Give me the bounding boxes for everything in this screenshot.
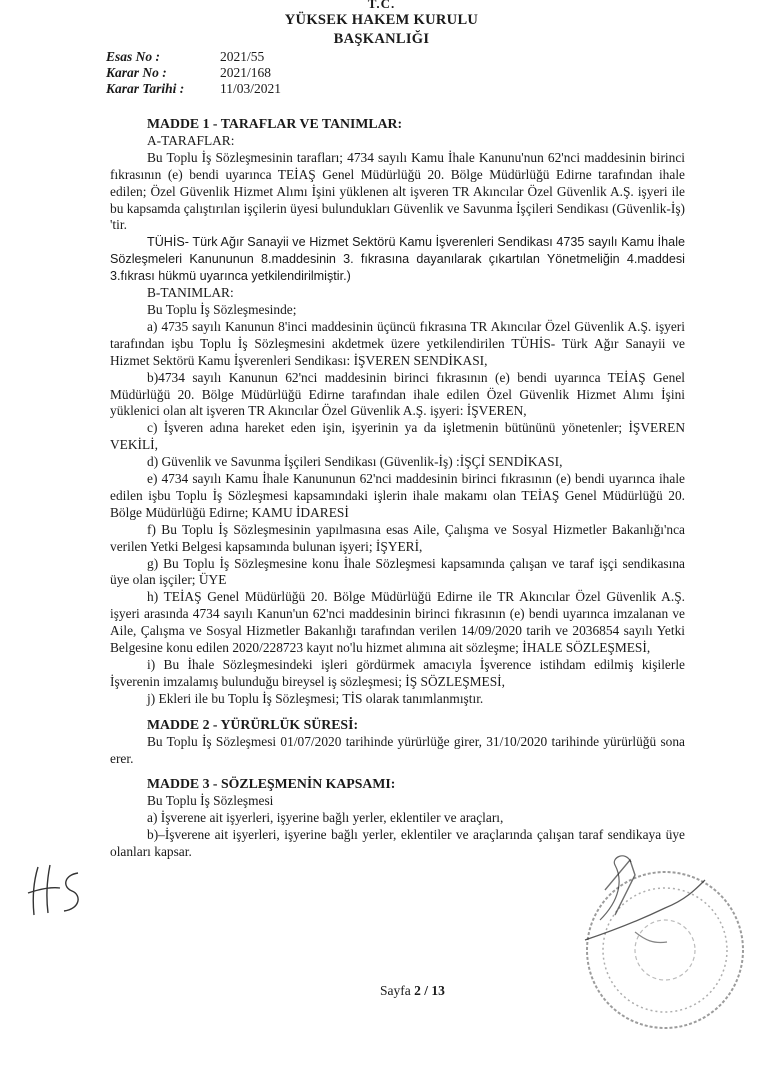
- taraflar-paragraph: Bu Toplu İş Sözleşmesinin tarafları; 4734 sayılı Kamu İhale Kanunu'nun 62'nci maddesinin birinci fıkrasının (e) bendi uyarınca TEİAŞ Genel Müdürlüğü 20. Bölge Müdürlüğü Edirne tarafından ihale edilen; Özel Güvenlik Hizmet Alımı İşini yüklenen alt işveren TR Akıncılar Özel Güvenlik A.Ş. işyeri ile bu kapsamda çalıştırılan işçilerin üyesi bulundukları Güvenlik ve Savunma İşçileri Sendikası (Güvenlik-İş) 'tir.: [110, 149, 685, 233]
- official-seal-stamp: [545, 820, 755, 1030]
- tanim-d: d) Güvenlik ve Savunma İşçileri Sendikası (Güvenlik-İş) :İŞÇİ SENDİKASI,: [147, 454, 563, 470]
- tarih-row: [106, 81, 281, 97]
- tanim-b: b)4734 sayılı Kanunun 62'nci maddesinin birinci fıkrasının (e) bendi uyarınca TEİAŞ Genel Müdürlüğü 20. Bölge Müdürlüğü Edirne tarafından ihale edilen Özel Güvenlik Hizmet Alımı İşini yüklenici olan alt işveren TR Akıncılar Özel Güvenlik A.Ş. işyeri: İŞVEREN,: [110, 369, 685, 419]
- tanim-g: g) Bu Toplu İş Sözleşmesine konu İhale Sözleşmesi kapsamında çalışan ve taraf işçi sendikasına üye olan işçiler; ÜYE: [110, 555, 685, 588]
- esas-value: 2021/55: [220, 49, 265, 64]
- madde3-title: MADDE 3 - SÖZLEŞMENİN KAPSAMI:: [147, 776, 396, 792]
- tarih-label: Karar Tarihi :: [106, 81, 185, 96]
- institution-subtitle: BAŞKANLIĞI: [333, 31, 430, 47]
- tuhis-paragraph: TÜHİS- Türk Ağır Sanayii ve Hizmet Sektörü Kamu İşverenleri Sendikası 4735 sayılı Kamu İhale Sözleşmeleri Kanununun 8.maddesinin 3. fıkrasına dayanılarak çıkartılan Yönetmeliğin 4.maddesi 3.fıkrası hükmü uyarınca yetkilendirilmiştir.): [110, 235, 685, 284]
- tanim-j: j) Ekleri ile bu Toplu İş Sözleşmesi; TİS olarak tanımlanmıştır.: [147, 690, 484, 706]
- document-body: [110, 116, 685, 861]
- institution-name: YÜKSEK HAKEM KURULU: [284, 12, 479, 28]
- handwritten-initials: [20, 855, 90, 925]
- karar-value: 2021/168: [220, 65, 272, 80]
- esas-row: [106, 49, 281, 65]
- kapsam-a: a) İşverene ait işyerleri, işyerine bağlı yerler, eklentiler ve araçları,: [147, 810, 504, 826]
- tanim-c: c) İşveren adına hareket eden işin, işyerinin ya da işletmenin bütününü yönetenler; İŞVEREN VEKİLİ,: [110, 420, 685, 453]
- spacer: [110, 708, 685, 717]
- tanim-a: a) 4735 sayılı Kanunun 8'inci maddesinin üçüncü fıkrasına TR Akıncılar Özel Güvenlik A.Ş. işyeri tarafından işbu Toplu İş Sözleşmesini akdetmek üzere yetkilendirilen TÜHİS- Türk Ağır Sanayii ve Hizmet Sektörü Kamu İşverenleri Sendikası: İŞVEREN SENDİKASI,: [110, 318, 685, 368]
- esas-label: Esas No :: [106, 49, 161, 64]
- karar-label: Karar No :: [106, 65, 167, 80]
- madde3-intro: Bu Toplu İş Sözleşmesi: [147, 793, 274, 809]
- tanim-e: e) 4734 sayılı Kamu İhale Kanununun 62'nci maddesinin birinci fıkrasının (e) bendi uyarınca ihale edilen işbu Toplu İş Sözleşmesi kapsamındaki işlerin ihale makamı olan TEİAŞ Genel Müdürlüğü 20. Bölge Müdürlüğü Edirne; KAMU İDARESİ: [110, 471, 685, 520]
- page-value: 2 / 13: [414, 983, 445, 998]
- tc-header: T.C.: [367, 0, 396, 11]
- page-label: Sayfa: [380, 983, 411, 998]
- tarih-value: 11/03/2021: [220, 81, 282, 96]
- kapsam-b: b)–İşverene ait işyerleri, işyerine bağlı yerler, eklentiler ve araçlarında çalışan taraf sendikaya üye olanları kapsar.: [110, 827, 685, 860]
- madde2-title: MADDE 2 - YÜRÜRLÜK SÜRESİ:: [147, 716, 359, 732]
- tanimlar-heading: B-TANIMLAR:: [147, 285, 234, 301]
- case-metadata: [106, 49, 281, 97]
- madde2-paragraph: Bu Toplu İş Sözleşmesi 01/07/2020 tarihinde yürürlüğe girer, 31/10/2020 tarihinde yürürlüğü sona erer.: [110, 733, 685, 766]
- taraflar-heading: A-TARAFLAR:: [147, 132, 235, 148]
- karar-row: [106, 65, 281, 81]
- tanimlar-intro: Bu Toplu İş Sözleşmesinde;: [147, 301, 297, 317]
- page-number: [380, 983, 445, 999]
- madde1-title: MADDE 1 - TARAFLAR VE TANIMLAR:: [147, 116, 403, 131]
- tanim-f: f) Bu Toplu İş Sözleşmesinin yapılmasına esas Aile, Çalışma ve Sosyal Hizmetler Bakanlığı'nca verilen Yetki Belgesi kapsamında bulunan işyeri; İŞYERİ,: [110, 521, 685, 554]
- tanim-h: h) TEİAŞ Genel Müdürlüğü 20. Bölge Müdürlüğü Edirne ile TR Akıncılar Özel Güvenlik A.Ş. işyeri arasında 4734 sayılı Kanun'un 62'nci maddesinin birinci fıkrasının (e) bendi uyarınca imzalanan ve Aile, Çalışma ve Sosyal Hizmetler Bakanlığı tarafından verilen 14/09/2020 tarih ve 2036854 sayılı Yetki Belgesine konu edilen 2020/228723 kayıt no'lu hizmet alımına ait sözleşme; İHALE SÖZLEŞMESİ,: [110, 589, 685, 656]
- tanim-i: i) Bu İhale Sözleşmesindeki işleri gördürmek amacıyla İşverence istihdam edilmiş kişilerle İşverenin imzalamış bulunduğu bireysel iş sözleşmesi; İŞ SÖZLEŞMESİ,: [110, 657, 685, 689]
